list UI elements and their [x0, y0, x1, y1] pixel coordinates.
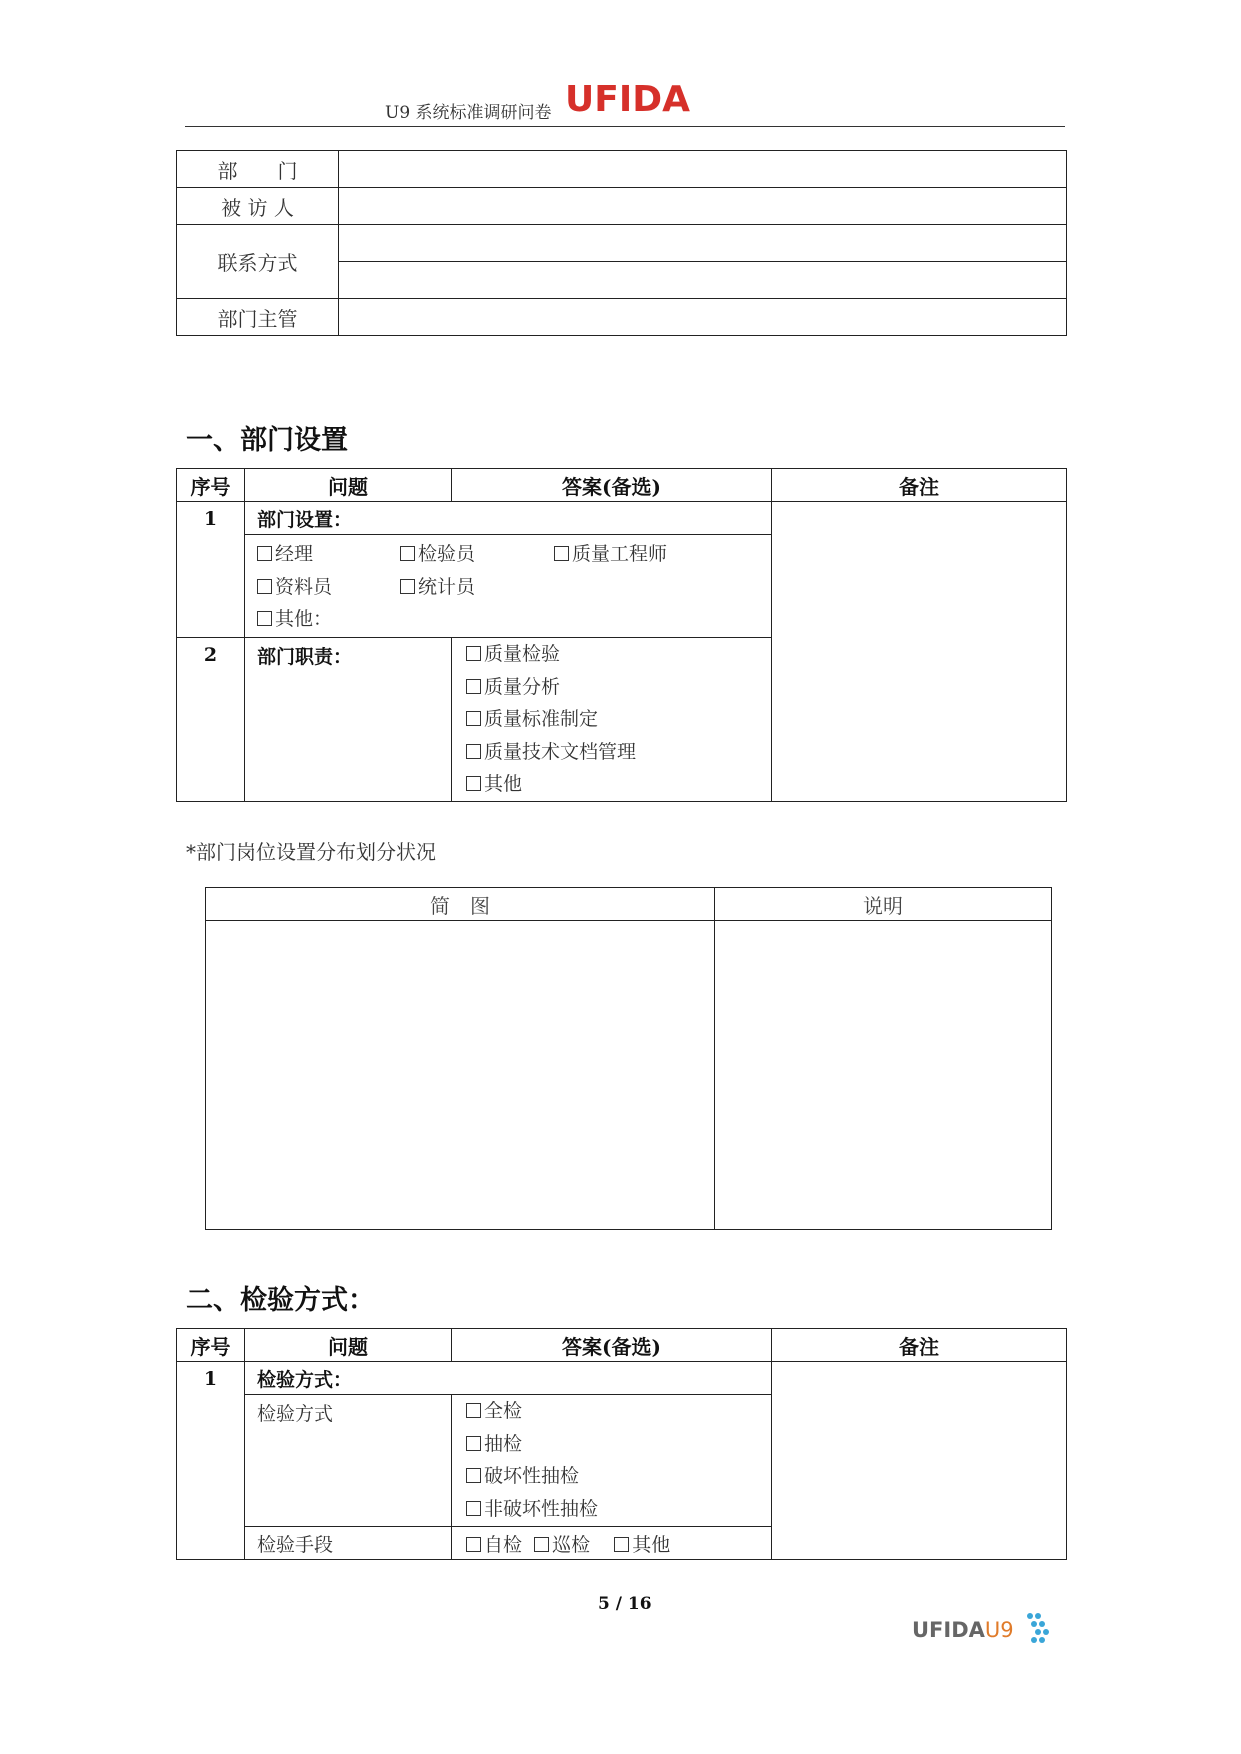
- col-header-no: 序号: [177, 1329, 245, 1362]
- ufida-u9-logo: UFIDAU9: [912, 1618, 1014, 1642]
- row-number: 2: [177, 638, 245, 802]
- checkbox-icon: [466, 711, 481, 726]
- option-checkbox[interactable]: 全检: [466, 1395, 771, 1428]
- options-cell: [452, 638, 772, 802]
- manager-field[interactable]: [339, 299, 1067, 336]
- options-cell: [452, 1527, 772, 1560]
- option-checkbox[interactable]: 质量工程师: [554, 539, 667, 566]
- inspection-method-table: [176, 1328, 1067, 1560]
- question-title: 检验方式：: [245, 1362, 772, 1395]
- checkbox-icon: [257, 546, 272, 561]
- checkbox-icon: [466, 776, 481, 791]
- manager-label: 部门主管: [177, 299, 339, 336]
- checkbox-icon: [466, 1468, 481, 1483]
- contact-field-1[interactable]: [339, 225, 1067, 262]
- ufida-logo: UFIDA: [565, 79, 690, 120]
- sketch-table: [205, 887, 1052, 1230]
- checkbox-icon: [466, 1537, 481, 1552]
- checkbox-icon: [257, 611, 272, 626]
- col-header-answer: 答案(备选): [452, 469, 772, 502]
- sub-question-label: 检验方式: [245, 1395, 452, 1527]
- checkbox-icon: [466, 1501, 481, 1516]
- department-label: 部 门: [177, 151, 339, 188]
- options-cell: [245, 535, 772, 638]
- checkbox-icon: [554, 546, 569, 561]
- col-header-remark: 备注: [772, 469, 1067, 502]
- checkbox-icon: [257, 579, 272, 594]
- checkbox-icon: [466, 1436, 481, 1451]
- interviewee-field[interactable]: [339, 188, 1067, 225]
- document-header-title: U9 系统标准调研问卷: [385, 103, 552, 123]
- option-checkbox[interactable]: 统计员: [400, 572, 475, 599]
- option-checkbox[interactable]: 资料员: [257, 572, 332, 599]
- checkbox-icon: [466, 679, 481, 694]
- sub-question-label: 检验手段: [245, 1527, 452, 1560]
- header-rule: [185, 126, 1065, 127]
- layout-note: *部门岗位设置分布划分状况: [186, 840, 436, 864]
- option-checkbox[interactable]: 其他: [614, 1534, 670, 1556]
- checkbox-icon: [534, 1537, 549, 1552]
- contact-field-2[interactable]: [339, 262, 1067, 299]
- sketch-header: 简 图: [206, 888, 715, 921]
- option-checkbox[interactable]: 其他：: [257, 604, 332, 631]
- question-title: 部门职责：: [245, 638, 452, 802]
- option-checkbox[interactable]: 其他: [466, 768, 771, 801]
- option-checkbox[interactable]: 质量技术文档管理: [466, 736, 771, 769]
- department-setup-table: [176, 468, 1067, 802]
- question-title: 部门设置：: [245, 502, 772, 535]
- remark-cell[interactable]: [772, 1362, 1067, 1560]
- col-header-question: 问题: [245, 1329, 452, 1362]
- checkbox-icon: [614, 1537, 629, 1552]
- checkbox-icon: [466, 646, 481, 661]
- option-checkbox[interactable]: 经理: [257, 539, 313, 566]
- interviewee-label: 被 访 人: [177, 188, 339, 225]
- option-checkbox[interactable]: 质量检验: [466, 638, 771, 671]
- col-header-no: 序号: [177, 469, 245, 502]
- option-checkbox[interactable]: 自检: [466, 1534, 522, 1556]
- checkbox-icon: [400, 546, 415, 561]
- col-header-question: 问题: [245, 469, 452, 502]
- department-field[interactable]: [339, 151, 1067, 188]
- row-number: 1: [177, 1362, 245, 1560]
- col-header-answer: 答案(备选): [452, 1329, 772, 1362]
- option-checkbox[interactable]: 质量分析: [466, 671, 771, 704]
- sketch-area[interactable]: [206, 921, 715, 1230]
- checkbox-icon: [400, 579, 415, 594]
- interviewee-info-table: [176, 150, 1067, 336]
- option-checkbox[interactable]: 检验员: [400, 539, 475, 566]
- options-cell: [452, 1395, 772, 1527]
- option-checkbox[interactable]: 抽检: [466, 1428, 771, 1461]
- row-number: 1: [177, 502, 245, 638]
- col-header-remark: 备注: [772, 1329, 1067, 1362]
- remark-cell[interactable]: [772, 502, 1067, 802]
- option-checkbox[interactable]: 非破坏性抽检: [466, 1493, 771, 1526]
- section1-title: 一、部门设置: [186, 425, 348, 456]
- description-header: 说明: [715, 888, 1052, 921]
- page-number: 5 / 16: [598, 1594, 652, 1614]
- checkbox-icon: [466, 1403, 481, 1418]
- checkbox-icon: [466, 744, 481, 759]
- description-area[interactable]: [715, 921, 1052, 1230]
- option-checkbox[interactable]: 破坏性抽检: [466, 1460, 771, 1493]
- contact-label: 联系方式: [177, 225, 339, 299]
- logo-dots-icon: [1024, 1612, 1054, 1648]
- option-checkbox[interactable]: 巡检: [534, 1534, 590, 1556]
- option-checkbox[interactable]: 质量标准制定: [466, 703, 771, 736]
- section2-title: 二、检验方式：: [186, 1285, 375, 1316]
